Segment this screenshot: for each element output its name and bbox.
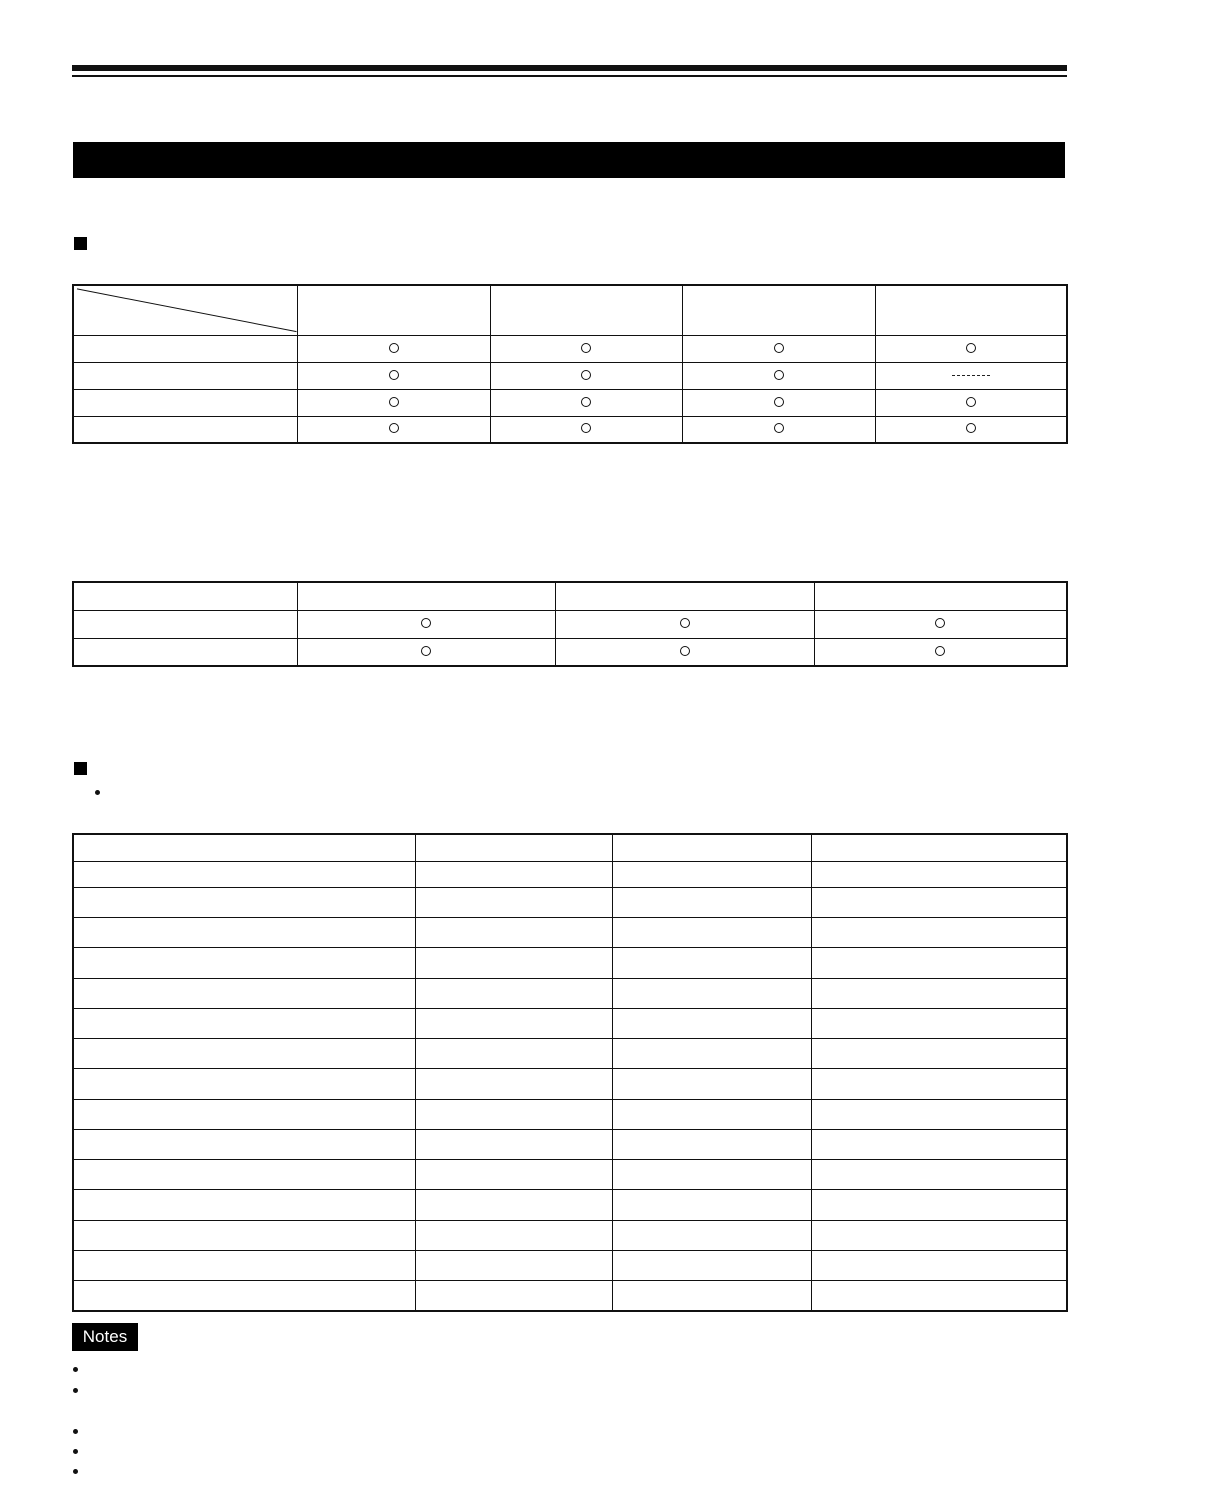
table-cell bbox=[415, 1220, 612, 1250]
supported-cell bbox=[297, 610, 555, 638]
table-row bbox=[73, 918, 1067, 948]
circle-icon bbox=[774, 370, 784, 380]
table-cell bbox=[612, 1250, 811, 1280]
table1-header-cell bbox=[682, 285, 875, 335]
table-cell bbox=[811, 1069, 1067, 1099]
row-label-cell bbox=[73, 389, 297, 416]
table1-header-cell bbox=[297, 285, 490, 335]
table-cell bbox=[415, 887, 612, 917]
table-cell bbox=[811, 1099, 1067, 1129]
supported-cell bbox=[682, 416, 875, 443]
table-cell bbox=[811, 1281, 1067, 1311]
dash-icon bbox=[952, 375, 990, 376]
header-rule-thin bbox=[72, 75, 1067, 77]
circle-icon bbox=[774, 397, 784, 407]
table-row bbox=[73, 1281, 1067, 1311]
table-row bbox=[73, 362, 1067, 389]
notes-label: Notes bbox=[72, 1323, 138, 1351]
header-rule-thick bbox=[72, 65, 1067, 71]
table-cell bbox=[811, 887, 1067, 917]
table1-header-cell bbox=[875, 285, 1067, 335]
circle-icon bbox=[389, 370, 399, 380]
table-row bbox=[73, 1008, 1067, 1038]
table-cell bbox=[415, 1099, 612, 1129]
table-cell bbox=[811, 1008, 1067, 1038]
supported-cell bbox=[875, 389, 1067, 416]
supported-cell bbox=[490, 389, 682, 416]
supported-cell bbox=[875, 416, 1067, 443]
table-cell bbox=[612, 978, 811, 1008]
table-cell bbox=[73, 978, 415, 1008]
table-cell bbox=[811, 1160, 1067, 1190]
table3-body bbox=[73, 861, 1067, 1311]
table-cell bbox=[612, 1129, 811, 1159]
note-bullet bbox=[73, 1429, 78, 1434]
table-row bbox=[73, 861, 1067, 887]
circle-icon bbox=[966, 423, 976, 433]
table-row bbox=[73, 335, 1067, 362]
table-row bbox=[73, 1160, 1067, 1190]
table-cell bbox=[73, 1008, 415, 1038]
table-cell bbox=[73, 1250, 415, 1280]
supported-cell bbox=[682, 362, 875, 389]
table-cell bbox=[73, 948, 415, 978]
circle-icon bbox=[421, 618, 431, 628]
table-cell bbox=[415, 1008, 612, 1038]
circle-icon bbox=[581, 370, 591, 380]
circle-icon bbox=[389, 343, 399, 353]
circle-icon bbox=[680, 618, 690, 628]
table-cell bbox=[415, 1160, 612, 1190]
table2-header-cell bbox=[297, 582, 555, 610]
supported-cell bbox=[555, 638, 814, 666]
supported-cell bbox=[875, 335, 1067, 362]
table-cell bbox=[612, 887, 811, 917]
note-bullet bbox=[73, 1469, 78, 1474]
section-marker-2 bbox=[74, 762, 87, 775]
supported-cell bbox=[490, 362, 682, 389]
table-cell bbox=[811, 861, 1067, 887]
table-cell bbox=[73, 1190, 415, 1220]
circle-icon bbox=[774, 343, 784, 353]
table-cell bbox=[415, 1039, 612, 1069]
table-row bbox=[73, 887, 1067, 917]
table-cell bbox=[415, 1281, 612, 1311]
circle-icon bbox=[680, 646, 690, 656]
table-cell bbox=[415, 1069, 612, 1099]
table-cell bbox=[811, 1220, 1067, 1250]
page-title-bar bbox=[73, 142, 1065, 178]
circle-icon bbox=[581, 397, 591, 407]
table3-header-cell bbox=[811, 834, 1067, 861]
diagonal-line bbox=[74, 286, 297, 335]
supported-cell bbox=[814, 638, 1067, 666]
table-cell bbox=[415, 1190, 612, 1220]
table-cell bbox=[73, 1129, 415, 1159]
table-row bbox=[73, 1250, 1067, 1280]
table2-header-cell bbox=[73, 582, 297, 610]
supported-cell bbox=[490, 416, 682, 443]
circle-icon bbox=[774, 423, 784, 433]
table-cell bbox=[73, 1160, 415, 1190]
compatibility-table-2 bbox=[72, 581, 1068, 667]
table3-header-cell bbox=[415, 834, 612, 861]
table-row bbox=[73, 1220, 1067, 1250]
table-cell bbox=[415, 918, 612, 948]
table-row bbox=[73, 1099, 1067, 1129]
table-cell bbox=[811, 948, 1067, 978]
supported-cell bbox=[297, 362, 490, 389]
table-cell bbox=[612, 948, 811, 978]
table-cell bbox=[415, 978, 612, 1008]
table-cell bbox=[612, 1281, 811, 1311]
note-bullet bbox=[73, 1388, 78, 1393]
section-marker-1 bbox=[74, 237, 87, 250]
table-cell bbox=[73, 1220, 415, 1250]
circle-icon bbox=[581, 343, 591, 353]
note-bullet bbox=[73, 1367, 78, 1372]
table-cell bbox=[73, 918, 415, 948]
settings-table bbox=[72, 833, 1068, 1312]
table-cell bbox=[73, 887, 415, 917]
table-cell bbox=[612, 1008, 811, 1038]
table-cell bbox=[612, 1220, 811, 1250]
supported-cell bbox=[490, 335, 682, 362]
table-row bbox=[73, 416, 1067, 443]
circle-icon bbox=[389, 397, 399, 407]
supported-cell bbox=[297, 389, 490, 416]
circle-icon bbox=[421, 646, 431, 656]
table-cell bbox=[415, 1129, 612, 1159]
section2-bullet bbox=[95, 790, 100, 795]
supported-cell bbox=[297, 416, 490, 443]
table-cell bbox=[612, 1190, 811, 1220]
row-label-cell bbox=[73, 416, 297, 443]
circle-icon bbox=[966, 397, 976, 407]
table1-header-cell bbox=[490, 285, 682, 335]
table-cell bbox=[811, 1250, 1067, 1280]
table-cell bbox=[73, 1039, 415, 1069]
table-row bbox=[73, 1129, 1067, 1159]
table-row bbox=[73, 389, 1067, 416]
table-cell bbox=[612, 1160, 811, 1190]
table1-corner-cell bbox=[73, 285, 297, 335]
table-cell bbox=[612, 861, 811, 887]
supported-cell bbox=[297, 638, 555, 666]
table-cell bbox=[73, 1281, 415, 1311]
table-cell bbox=[73, 861, 415, 887]
table-cell bbox=[811, 918, 1067, 948]
row-label-cell bbox=[73, 362, 297, 389]
table-row bbox=[73, 948, 1067, 978]
table-cell bbox=[612, 1039, 811, 1069]
row-label-cell bbox=[73, 335, 297, 362]
row-label-cell bbox=[73, 638, 297, 666]
table2-header-cell bbox=[814, 582, 1067, 610]
supported-cell bbox=[814, 610, 1067, 638]
table-cell bbox=[811, 1129, 1067, 1159]
table-cell bbox=[811, 978, 1067, 1008]
table-cell bbox=[415, 948, 612, 978]
table-cell bbox=[612, 918, 811, 948]
supported-cell bbox=[555, 610, 814, 638]
table-row bbox=[73, 610, 1067, 638]
unsupported-cell bbox=[875, 362, 1067, 389]
circle-icon bbox=[966, 343, 976, 353]
circle-icon bbox=[935, 618, 945, 628]
table-row bbox=[73, 1039, 1067, 1069]
table-cell bbox=[415, 861, 612, 887]
compatibility-table-1 bbox=[72, 284, 1068, 444]
circle-icon bbox=[389, 423, 399, 433]
table-cell bbox=[811, 1039, 1067, 1069]
row-label-cell bbox=[73, 610, 297, 638]
table-cell bbox=[73, 1099, 415, 1129]
table-cell bbox=[612, 1069, 811, 1099]
table-row bbox=[73, 638, 1067, 666]
table-cell bbox=[415, 1250, 612, 1280]
table-row bbox=[73, 1190, 1067, 1220]
table-row bbox=[73, 978, 1067, 1008]
circle-icon bbox=[581, 423, 591, 433]
circle-icon bbox=[935, 646, 945, 656]
supported-cell bbox=[297, 335, 490, 362]
table3-header-cell bbox=[73, 834, 415, 861]
table3-header-cell bbox=[612, 834, 811, 861]
note-bullet bbox=[73, 1449, 78, 1454]
supported-cell bbox=[682, 389, 875, 416]
table1-body bbox=[73, 335, 1067, 443]
table2-body bbox=[73, 610, 1067, 666]
table-cell bbox=[73, 1069, 415, 1099]
table2-header-cell bbox=[555, 582, 814, 610]
table-cell bbox=[811, 1190, 1067, 1220]
table-cell bbox=[612, 1099, 811, 1129]
supported-cell bbox=[682, 335, 875, 362]
table-row bbox=[73, 1069, 1067, 1099]
